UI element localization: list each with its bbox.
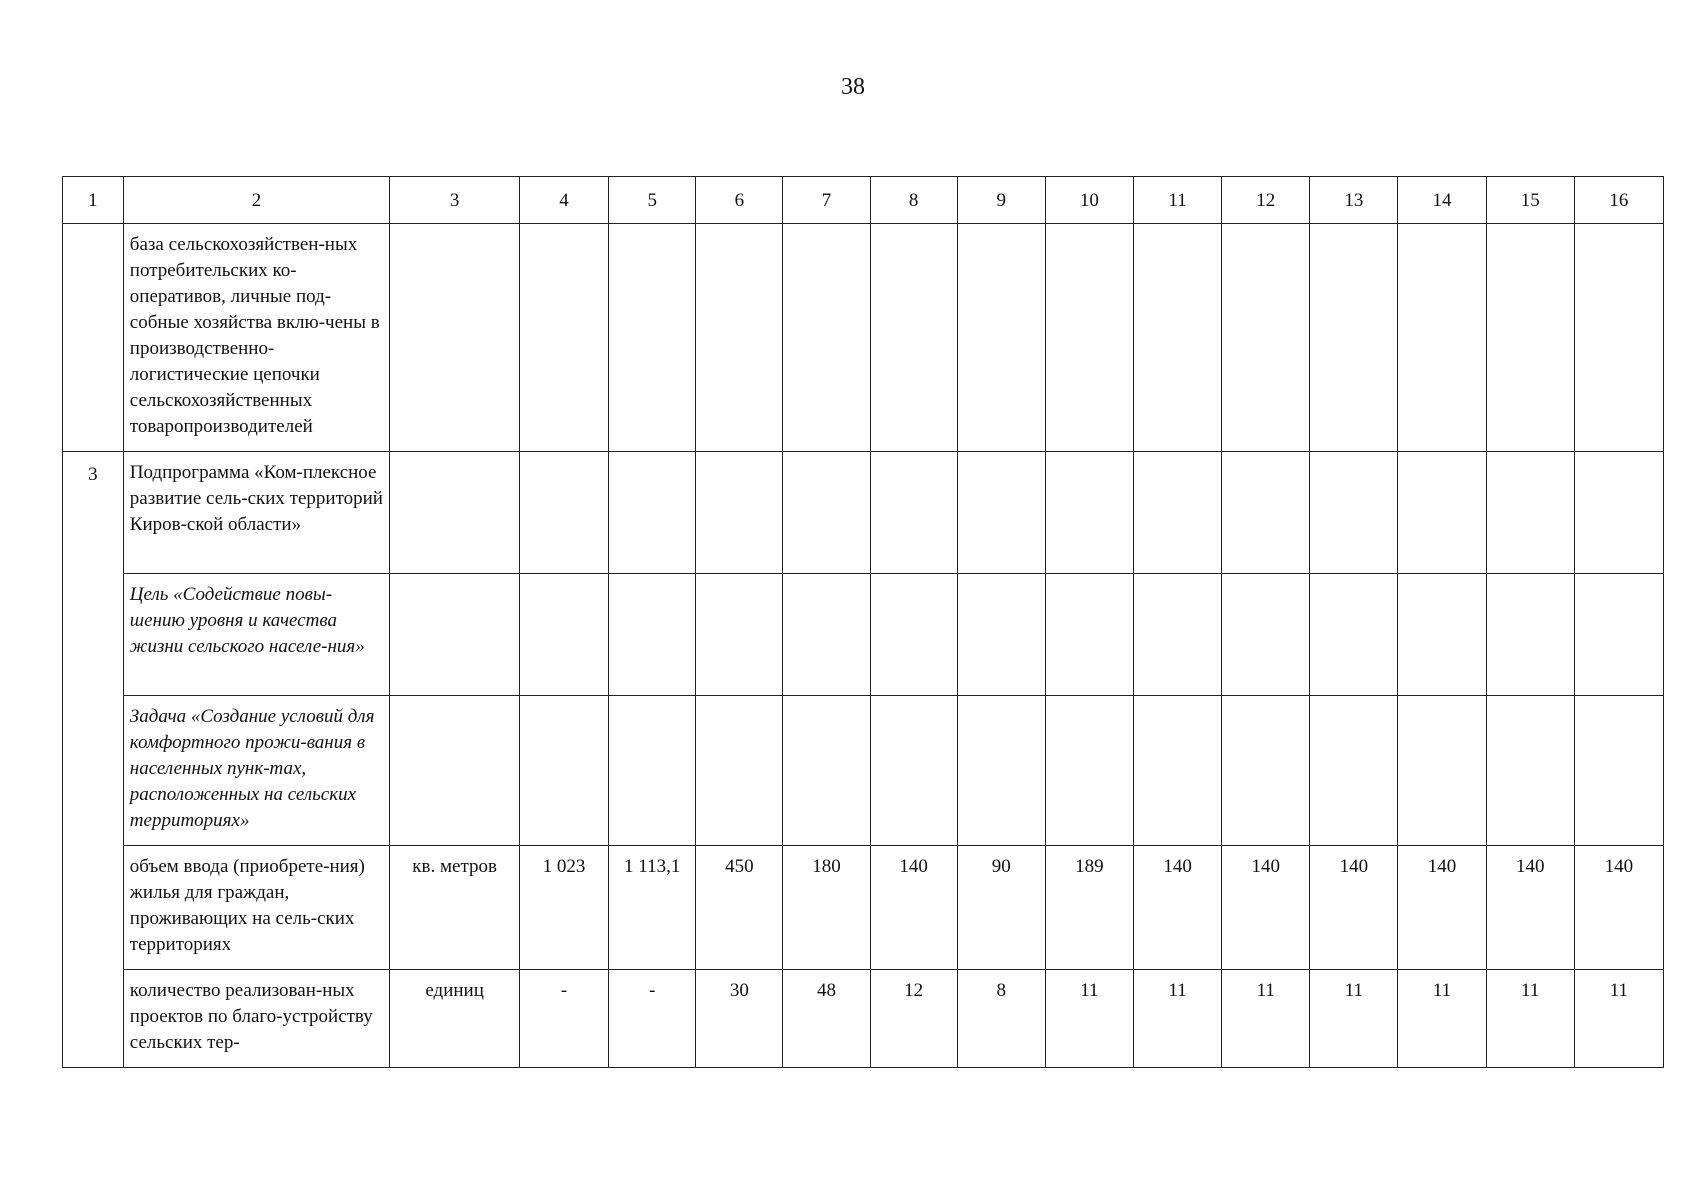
indicator-table (62, 176, 1664, 1068)
value-cell: 140 (1486, 846, 1574, 970)
value-cell (1310, 574, 1398, 696)
value-cell (696, 452, 783, 574)
value-cell (870, 224, 957, 452)
value-cell (1045, 696, 1133, 846)
goal-text-cell: Цель «Содействие повы-шению уровня и качества жизни сельского населе-ния» (123, 574, 389, 696)
value-cell: 140 (870, 846, 957, 970)
value-cell (1398, 574, 1486, 696)
value-cell (783, 224, 870, 452)
value-cell (957, 574, 1045, 696)
value-cell (1045, 224, 1133, 452)
value-cell (519, 696, 608, 846)
indicator-text-cell: база сельскохозяйствен-ных потребительских ко-оперативов, личные под-собные хозяйства вклю-чены в производственно-логистические цепочки сельскохозяйственных товаропроизводителей (123, 224, 389, 452)
indicator-text-cell: количество реализован-ных проектов по благо-устройству сельских тер- (123, 970, 389, 1068)
value-cell (783, 452, 870, 574)
column-header: 12 (1222, 177, 1310, 224)
value-cell: 11 (1134, 970, 1222, 1068)
value-cell: 12 (870, 970, 957, 1068)
row-number-cell: 3 (63, 452, 124, 1068)
unit-cell (390, 452, 520, 574)
column-header: 4 (519, 177, 608, 224)
value-cell: 30 (696, 970, 783, 1068)
value-cell (1045, 574, 1133, 696)
task-text-cell: Задача «Создание условий для комфортного прожи-вания в населенных пунк-тах, расположенных на сельских территориях» (123, 696, 389, 846)
value-cell (783, 696, 870, 846)
unit-cell: кв. метров (390, 846, 520, 970)
value-cell (1486, 224, 1574, 452)
value-cell: 180 (783, 846, 870, 970)
value-cell: 140 (1398, 846, 1486, 970)
value-cell (696, 224, 783, 452)
column-header: 7 (783, 177, 870, 224)
table-row (63, 452, 1664, 574)
value-cell: 90 (957, 846, 1045, 970)
value-cell (1134, 452, 1222, 574)
value-cell (1134, 696, 1222, 846)
value-cell (1134, 224, 1222, 452)
column-header: 10 (1045, 177, 1133, 224)
value-cell: 140 (1222, 846, 1310, 970)
value-cell: 140 (1134, 846, 1222, 970)
column-header: 8 (870, 177, 957, 224)
value-cell: 11 (1486, 970, 1574, 1068)
value-cell (1574, 224, 1663, 452)
value-cell (609, 696, 696, 846)
value-cell: 140 (1310, 846, 1398, 970)
value-cell: 1 023 (519, 846, 608, 970)
column-header: 14 (1398, 177, 1486, 224)
value-cell (870, 696, 957, 846)
row-number-cell (63, 224, 124, 452)
value-cell (1486, 574, 1574, 696)
value-cell: 11 (1310, 970, 1398, 1068)
value-cell (1310, 696, 1398, 846)
value-cell (609, 452, 696, 574)
table-row (63, 696, 1664, 846)
value-cell (1486, 696, 1574, 846)
value-cell: 189 (1045, 846, 1133, 970)
value-cell (957, 696, 1045, 846)
unit-cell: единиц (390, 970, 520, 1068)
value-cell (519, 452, 608, 574)
value-cell (1310, 452, 1398, 574)
value-cell (1134, 574, 1222, 696)
value-cell (1222, 224, 1310, 452)
value-cell (870, 452, 957, 574)
value-cell (957, 452, 1045, 574)
column-header: 11 (1134, 177, 1222, 224)
value-cell: 11 (1398, 970, 1486, 1068)
value-cell: 8 (957, 970, 1045, 1068)
table-header-row (63, 177, 1664, 224)
value-cell (1398, 224, 1486, 452)
value-cell (609, 224, 696, 452)
column-header: 15 (1486, 177, 1574, 224)
value-cell (519, 224, 608, 452)
value-cell (1574, 696, 1663, 846)
column-header: 9 (957, 177, 1045, 224)
unit-cell (390, 574, 520, 696)
table-row (63, 846, 1664, 970)
value-cell: 140 (1574, 846, 1663, 970)
value-cell (1310, 224, 1398, 452)
value-cell: 11 (1574, 970, 1663, 1068)
value-cell: - (519, 970, 608, 1068)
indicator-text-cell: Подпрограмма «Ком-плексное развитие сель-ских территорий Киров-ской области» (123, 452, 389, 574)
value-cell: 11 (1222, 970, 1310, 1068)
value-cell (1574, 452, 1663, 574)
column-header: 2 (123, 177, 389, 224)
table-row (63, 970, 1664, 1068)
value-cell (783, 574, 870, 696)
value-cell (1222, 452, 1310, 574)
value-cell (870, 574, 957, 696)
value-cell (957, 224, 1045, 452)
value-cell (1398, 452, 1486, 574)
value-cell: 450 (696, 846, 783, 970)
value-cell (1398, 696, 1486, 846)
table-row (63, 574, 1664, 696)
unit-cell (390, 696, 520, 846)
value-cell (696, 696, 783, 846)
column-header: 5 (609, 177, 696, 224)
indicator-text-cell: объем ввода (приобрете-ния) жилья для граждан, проживающих на сель-ских территориях (123, 846, 389, 970)
value-cell: 11 (1045, 970, 1133, 1068)
value-cell (1222, 574, 1310, 696)
column-header: 13 (1310, 177, 1398, 224)
value-cell (1045, 452, 1133, 574)
value-cell (1222, 696, 1310, 846)
column-header: 6 (696, 177, 783, 224)
value-cell (609, 574, 696, 696)
value-cell: 1 113,1 (609, 846, 696, 970)
value-cell (519, 574, 608, 696)
page-number: 38 (841, 74, 865, 100)
value-cell (1486, 452, 1574, 574)
column-header: 1 (63, 177, 124, 224)
value-cell (1574, 574, 1663, 696)
column-header: 16 (1574, 177, 1663, 224)
value-cell: - (609, 970, 696, 1068)
unit-cell (390, 224, 520, 452)
value-cell: 48 (783, 970, 870, 1068)
value-cell (696, 574, 783, 696)
column-header: 3 (390, 177, 520, 224)
table-row (63, 224, 1664, 452)
